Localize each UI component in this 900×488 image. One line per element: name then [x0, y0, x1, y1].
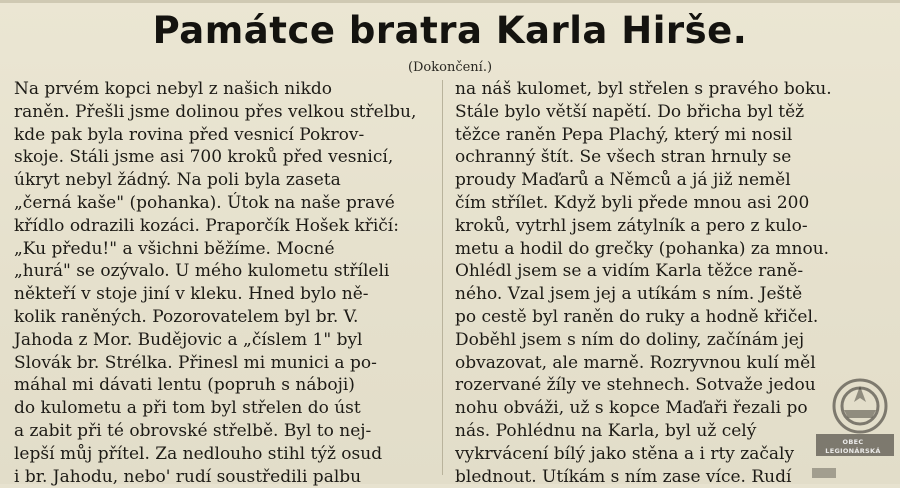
text-line: kde pak byla rovina před vesnicí Pokrov- — [14, 124, 365, 145]
text-line: rozervané žíly ve stehnech. Sotvaže jedou — [455, 375, 816, 396]
text-line: „Ku předu!" a všichni běžíme. Mocné — [14, 238, 335, 259]
text-line: nohu obváži, už s kopce Maďaři řezali po — [455, 398, 808, 419]
text-line: na náš kulomet, byl střelen s pravého boku. — [455, 79, 832, 99]
stamp-emblem-icon — [810, 372, 896, 480]
text-line: a zabit při té obrovské střelbě. Byl to nej- — [14, 420, 372, 441]
text-line: Stále bylo větší napětí. Do břicha byl těž — [455, 101, 805, 122]
text-line: i br. Jahodu, nebo' rudí soustředili palbu — [14, 466, 362, 487]
top-rule — [0, 0, 900, 3]
text-line: křídlo odrazili kozáci. Praporčík Hošek křičí: — [14, 215, 399, 236]
text-line: Slovák br. Strélka. Přinesl mi munici a po- — [14, 352, 377, 373]
text-line: „hurá" se ozývalo. U mého kulometu stříleli — [14, 261, 390, 282]
text-line: „černá kaše" (pohanka). Útok na naše pravé — [14, 192, 395, 213]
text-line: ochranný štít. Se všech stran hrnuly se — [455, 147, 792, 168]
text-line: Na prvém kopci nebyl z našich nikdo — [14, 79, 333, 99]
text-line: úkryt nebyl žádný. Na poli byla zaseta — [14, 170, 341, 191]
watermark-stamp — [810, 372, 896, 480]
stamp-text-line2: LEGIONÁRSKÁ — [825, 447, 881, 455]
text-line: kolik raněných. Pozorovatelem byl br. V. — [14, 306, 359, 327]
text-line: lepší můj přítel. Za nedlouho stihl týž osud — [14, 443, 383, 464]
text-line: proudy Maďarů a Němců a já již neměl — [455, 170, 791, 191]
article-headline: Památce bratra Karla Hirše. — [152, 9, 748, 52]
text-line: blednout. Utíkám s ním zase více. Rudí — [455, 466, 792, 487]
stamp-text-line1: OBEC — [842, 438, 864, 446]
text-line: vykrvácení bílý jako stěna a i rty začaly — [455, 443, 795, 464]
text-line: po cestě byl raněn do ruky a hodně křičel. — [455, 306, 819, 327]
column-divider — [442, 80, 443, 475]
text-line: metu a hodil do grečky (pohanka) za mnou. — [455, 238, 830, 259]
text-line: nás. Pohlédnu na Karla, byl už celý — [455, 420, 757, 441]
text-line: ného. Vzal jsem jej a utíkám s ním. Ještě — [455, 284, 803, 305]
text-line: do kulometu a při tom byl střelen do úst — [14, 398, 361, 419]
text-line: Ohlédl jsem se a vidím Karla těžce raně- — [455, 261, 804, 282]
article-subtitle: (Dokončení.) — [407, 60, 493, 75]
text-line: Doběhl jsem s ním do doliny, začínám jej — [455, 329, 805, 350]
text-line: máhal mi dávati lentu (popruh s náboji) — [14, 375, 355, 396]
text-line: Jahoda z Mor. Budějovic a „číslem 1" byl — [14, 329, 363, 350]
left-text-column — [14, 78, 434, 488]
text-line: čím střílet. Když byli přede mnou asi 200 — [455, 192, 810, 213]
text-line: někteří v stoje jiní v kleku. Hned bylo ně- — [14, 284, 369, 305]
text-line: obvazovat, ale marně. Rozryvnou kulí měl — [455, 352, 816, 373]
text-line: raněn. Přešli jsme dolinou přes velkou střelbu, — [14, 101, 417, 122]
text-line: kroků, vytrhl jsem zátylník a pero z kulo- — [455, 215, 808, 236]
text-line: těžce raněn Pepa Plachý, který mi nosil — [455, 124, 793, 145]
text-line: skoje. Stáli jsme asi 700 kroků před vesnicí, — [14, 147, 394, 168]
